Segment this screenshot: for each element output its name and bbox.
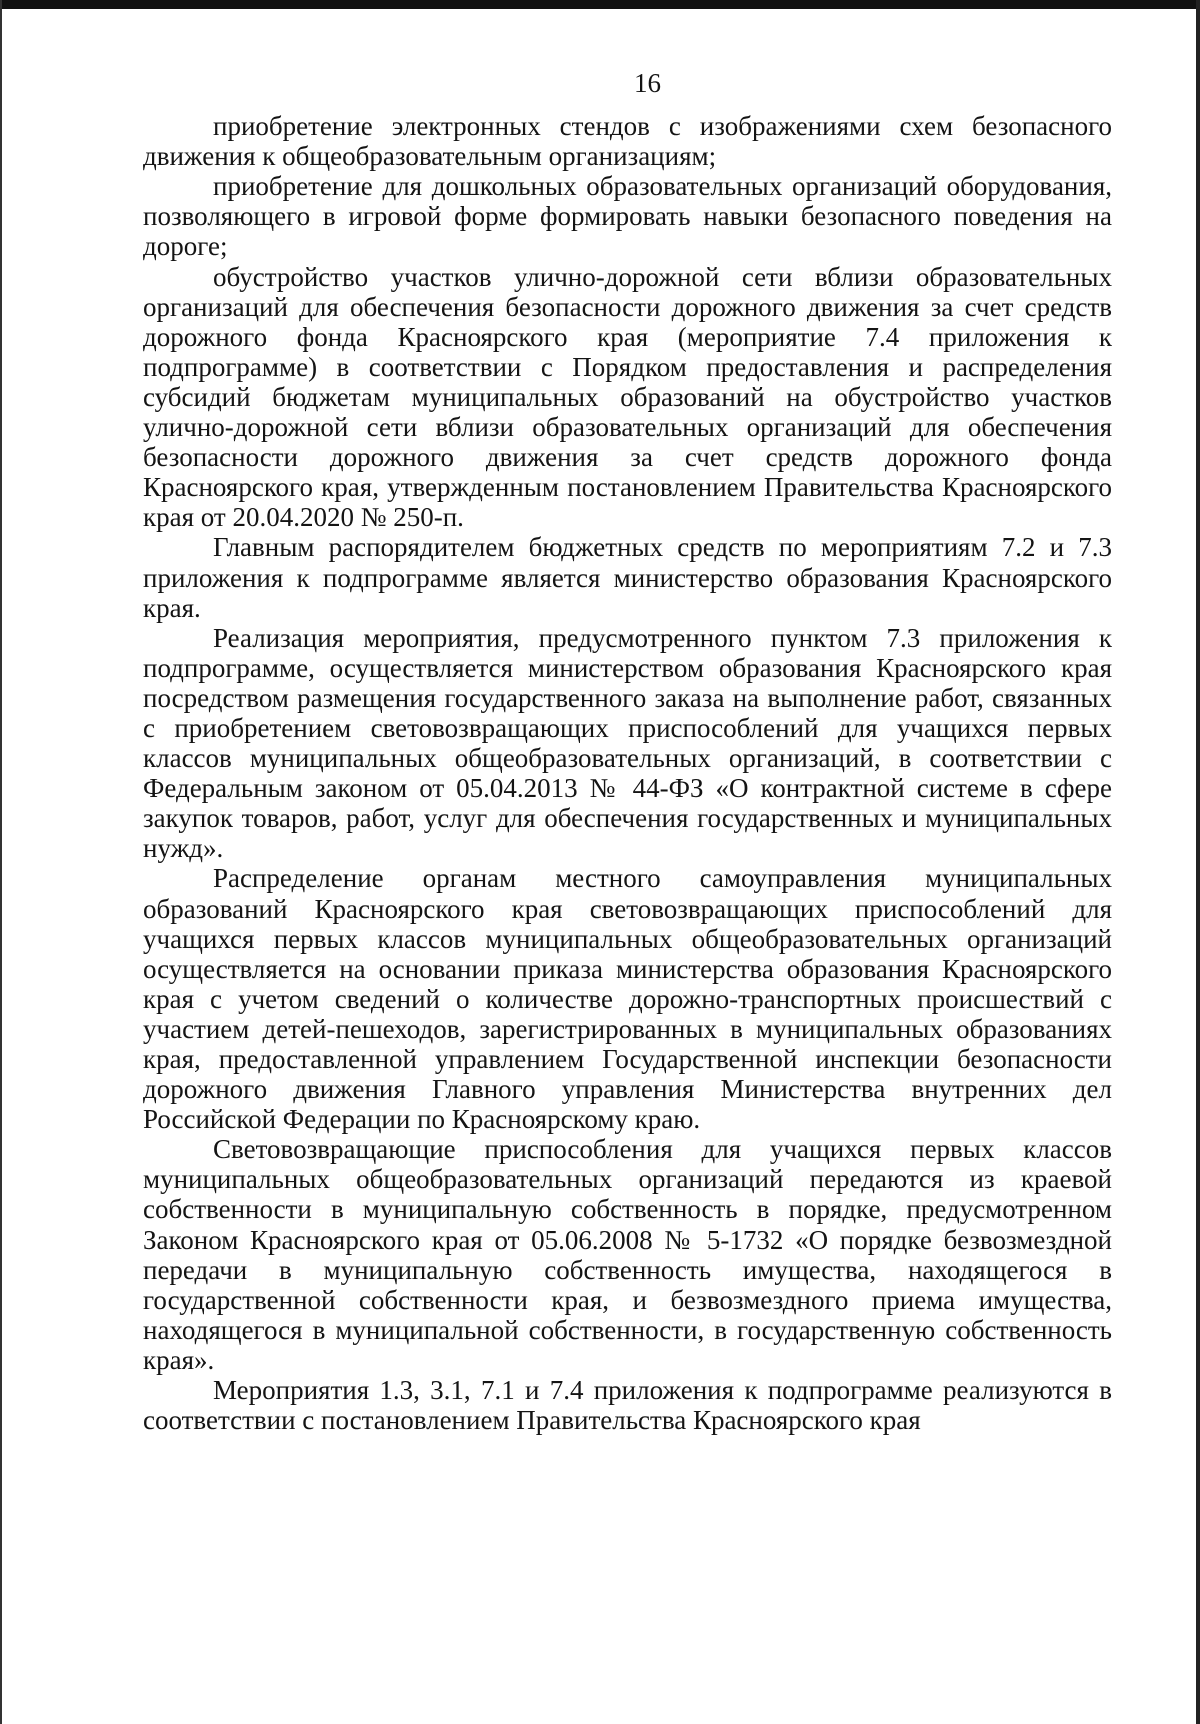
document-page: [143, 68, 1112, 1435]
paragraph-measures-implementation: Мероприятия 1.3, 3.1, 7.1 и 7.4 приложения к подпрограмме реализуются в соответствии с постановлением Правительства Красноярского края: [143, 1375, 1112, 1436]
document-body: [143, 111, 1112, 1435]
paragraph-measure-implementation: Реализация мероприятия, предусмотренного пунктом 7.3 приложения к подпрограмме, осуществляется министерством образования Красноярского края посредством размещения государственного заказа на выполнение работ, связанных с приобретением световозвращающих приспособлений для учащихся первых классов муниципальных общеобразовательных организаций, в соответствии с Федеральным законом от 05.04.2013 № 44-ФЗ «О контрактной системе в сфере закупок товаров, работ, услуг для обеспечения государственных и муниципальных нужд».: [143, 622, 1112, 864]
paragraph-property-transfer: Световозвращающие приспособления для учащихся первых классов муниципальных общеобразовательных организаций передаются из краевой собственности в муниципальную собственность в порядке, предусмотренном Законом Красноярского края от 05.06.2008 № 5-1732 «О порядке безвозмездной передачи в муниципальную собственность имущества, находящегося в государственной собственности края, и безвозмездного приема имущества, находящегося в муниципальной собственности, в государственную собственность края».: [143, 1134, 1112, 1375]
page-number: 16: [634, 68, 661, 98]
scan-border-top: [0, 0, 1200, 9]
paragraph-distribution: Распределение органам местного самоуправления муниципальных образований Красноярского края световозвращающих приспособлений для учащихся первых классов муниципальных общеобразовательных организаций осуществляется на основании приказа министерства образования Красноярского края с учетом сведений о количестве дорожно-транспортных происшествий с участием детей-пешеходов, зарегистрированных в муниципальных образованиях края, предоставленной управлением Государственной инспекции безопасности дорожного движения Главного управления Министерства внутренних дел Российской Федерации по Красноярскому краю.: [143, 863, 1112, 1135]
scan-border-right: [1196, 0, 1200, 1724]
paragraph-electronic-stands: приобретение электронных стендов с изображениями схем безопасного движения к общеобразовательным организациям;: [143, 111, 1112, 172]
paragraph-road-network-arrangement: обустройство участков улично-дорожной сети вблизи образовательных организаций для обеспечения безопасности дорожного движения за счет средств дорожного фонда Красноярского края (мероприятие 7.4 приложения к подпрограмме) в соответствии с Порядком предоставления и распределения субсидий бюджетам муниципальных образований на обустройство участков улично-дорожной сети вблизи образовательных организаций для обеспечения безопасности дорожного движения за счет средств дорожного фонда Красноярского края, утвержденным постановлением Правительства Красноярского края от 20.04.2020 № 250-п.: [143, 261, 1112, 533]
scan-border-left: [0, 0, 2, 1724]
paragraph-chief-administrator: Главным распорядителем бюджетных средств по мероприятиям 7.2 и 7.3 приложения к подпрограмме является министерство образования Красноярского края.: [143, 532, 1112, 623]
paragraph-preschool-equipment: приобретение для дошкольных образовательных организаций оборудования, позволяющего в игровой форме формировать навыки безопасного поведения на дороге;: [143, 171, 1112, 262]
